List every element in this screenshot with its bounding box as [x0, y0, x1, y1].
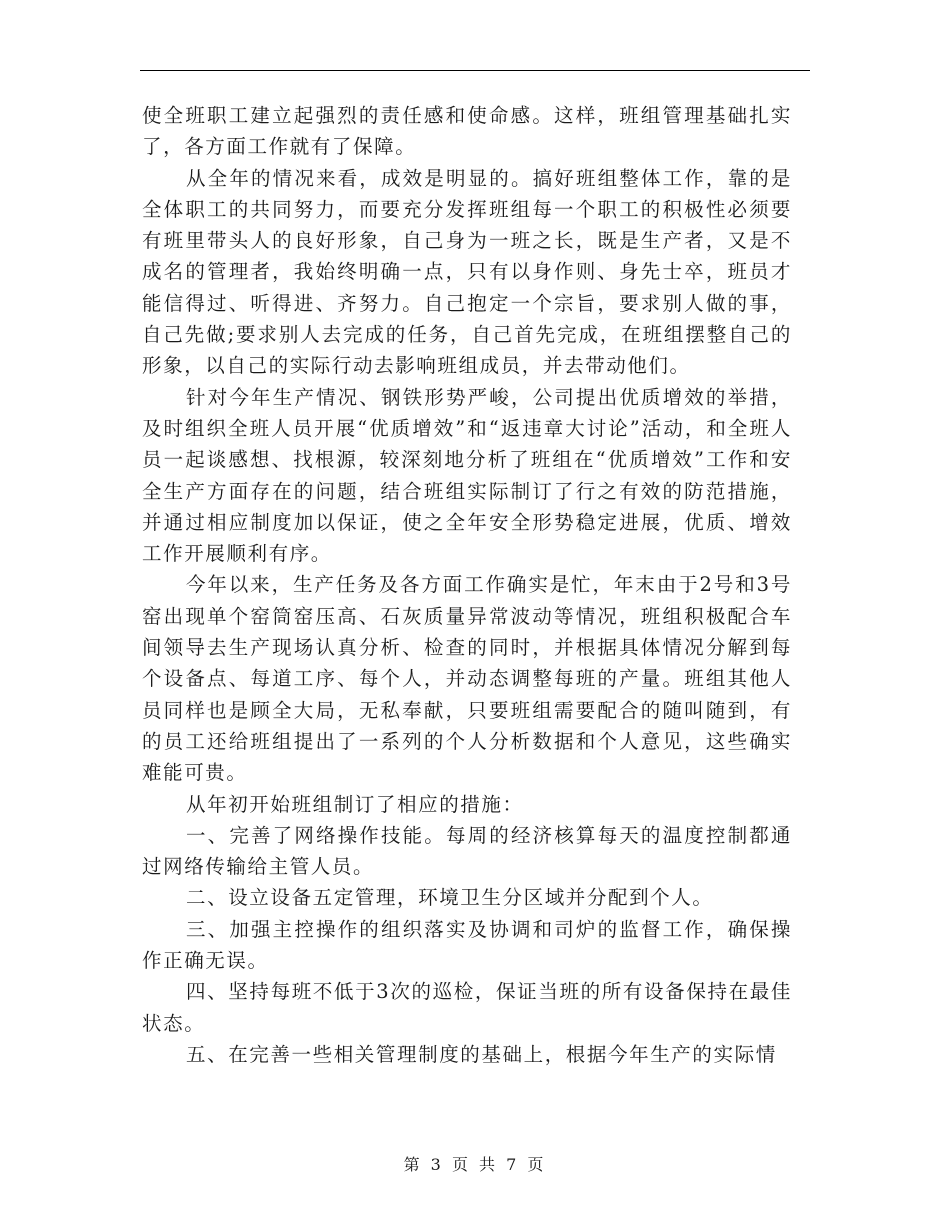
paragraph-4: 今年以来，生产任务及各方面工作确实是忙，年末由于2号和3号窑出现单个窑筒窑压高、石灰质量异常波动等情况，班组积极配合车间领导去生产现场认真分析、检查的同时，并根据具体情况分解到每个设备点、每道工序、每个人，并动态调整每班的产量。班组其他人员同样也是顾全大局，无私奉献，只要班组需要配合的随叫随到，有的员工还给班组提出了一系列的个人分析数据和个人意见，这些确实难能可贵。: [142, 573, 792, 785]
list-item-4: 四、坚持每班不低于3次的巡检，保证当班的所有设备保持在最佳状态。: [142, 980, 792, 1035]
paragraph-3: 针对今年生产情况、钢铁形势严峻，公司提出优质增效的举措，及时组织全班人员开展“优质增效”和“返违章大讨论”活动，和全班人员一起谈感想、找根源，较深刻地分析了班组在“优质增效”工作和安全生产方面存在的问题，结合班组实际制订了行之有效的防范措施，并通过相应制度加以保证，使之全年安全形势稳定进展，优质、增效工作开展顺利有序。: [142, 385, 792, 566]
list-item-3: 三、加强主控操作的组织落实及协调和司炉的监督工作，确保操作正确无误。: [142, 917, 792, 973]
list-item-2: 二、设立设备五定管理，环境卫生分区域并分配到个人。: [186, 886, 714, 910]
paragraph-5: 从年初开始班组制订了相应的措施：: [186, 792, 524, 816]
document-body: [142, 100, 792, 1070]
header-rule: [140, 70, 810, 71]
page-number: 第 3 页 共 7 页: [403, 1155, 547, 1174]
paragraph-2: 从全年的情况来看，成效是明显的。搞好班组整体工作，靠的是全体职工的共同努力，而要充分发挥班组每一个职工的积极性必须要有班里带头人的良好形象，自己身为一班之长，既是生产者，又是不成名的管理者，我始终明确一点，只有以身作则、身先士卒，班员才能信得过、听得进、齐努力。自己抱定一个宗旨，要求别人做的事，自己先做;要求别人去完成的任务，自己首先完成，在班组摆整自己的形象，以自己的实际行动去影响班组成员，并去带动他们。: [142, 166, 792, 378]
paragraph-1: 使全班职工建立起强烈的责任感和使命感。这样，班组管理基础扎实了，各方面工作就有了保障。: [142, 104, 792, 159]
list-item-1: 一、完善了网络操作技能。每周的经济核算每天的温度控制都通过网络传输给主管人员。: [142, 823, 792, 879]
list-item-5: 五、在完善一些相关管理制度的基础上，根据今年生产的实际情: [186, 1042, 777, 1066]
